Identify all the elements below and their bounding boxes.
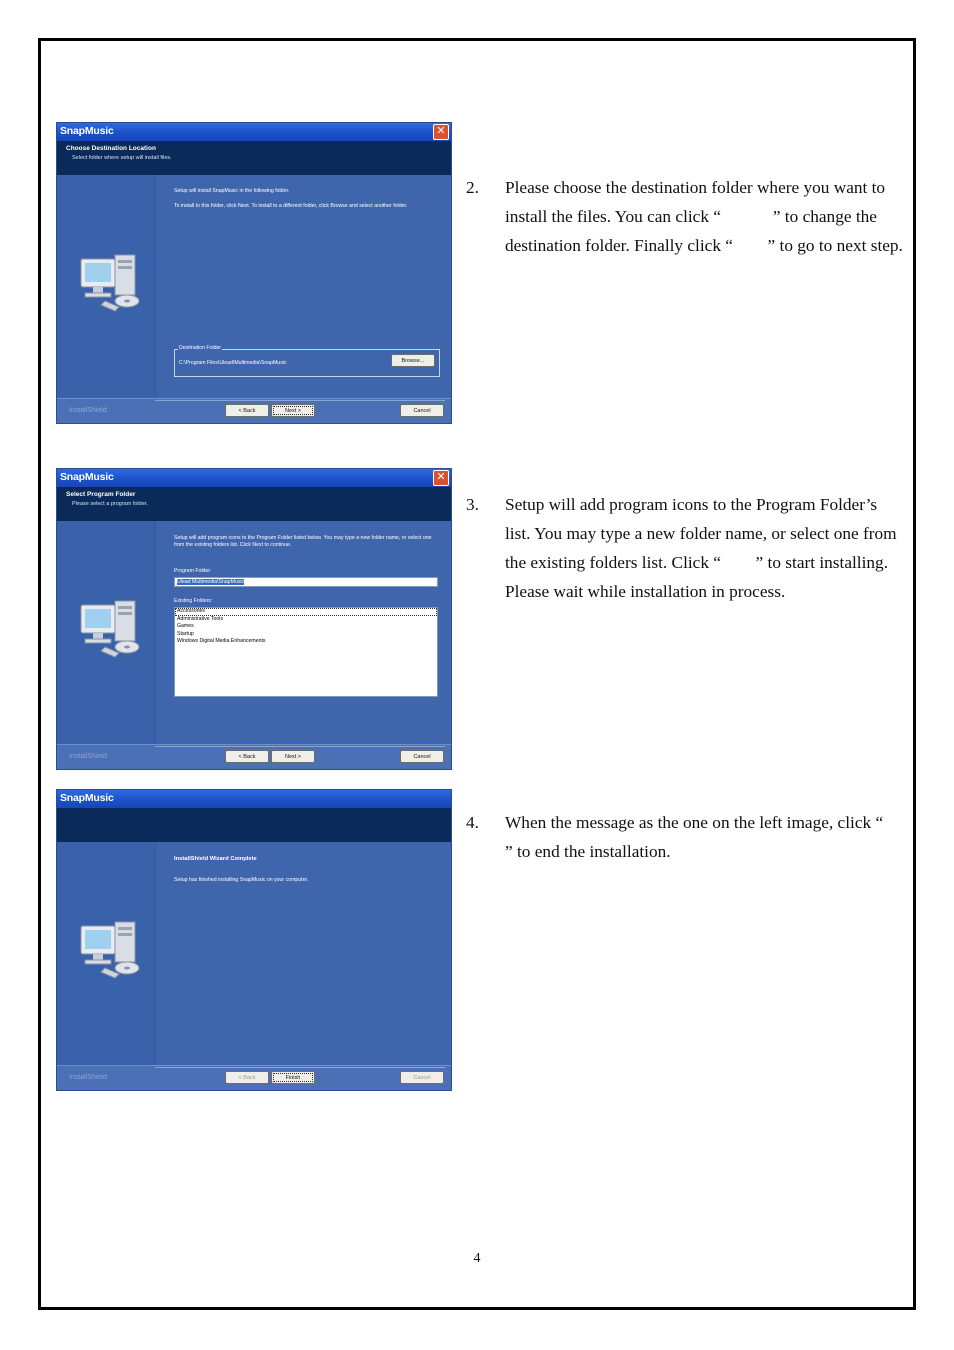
- title-bar[interactable]: [57, 790, 451, 808]
- installshield-brand: InstallShield: [69, 1074, 107, 1081]
- step-text: Setup will add program icons to the Program Folder’s list. You may type a new folder name, or select one from the existing folders list. Click “ ” to start installing. Please wait while installation in process.: [505, 495, 901, 601]
- step-text: When the message as the one on the left image, click “ ” to end the installation.: [505, 813, 931, 861]
- cancel-button[interactable]: Cancel: [400, 404, 444, 417]
- step-number: 4.: [466, 813, 479, 832]
- wizard-footer: [57, 398, 451, 423]
- wizard-header: [57, 808, 451, 842]
- close-icon[interactable]: ✕: [433, 124, 449, 140]
- next-button[interactable]: Next >: [271, 750, 315, 763]
- window-title: SnapMusic: [60, 792, 114, 804]
- destination-folder-label: Destination Folder: [179, 345, 222, 351]
- destination-path: C:\Program Files\Ulead\Multimedia\SnapMusic: [179, 360, 287, 366]
- wizard-body: [156, 175, 451, 399]
- program-folder-label: Program Folder:: [174, 568, 212, 574]
- step-3: [466, 490, 906, 640]
- wizard-side-panel: [57, 521, 156, 745]
- title-bar[interactable]: [57, 123, 451, 141]
- footer-divider: [155, 1067, 445, 1068]
- step-number: 3.: [466, 495, 479, 514]
- computer-icon: [75, 912, 145, 982]
- step-number: 2.: [466, 178, 479, 197]
- close-icon[interactable]: ✕: [433, 470, 449, 486]
- destination-folder-group: [174, 349, 440, 377]
- back-button[interactable]: < Back: [225, 750, 269, 763]
- installer-window-complete: [56, 789, 452, 1091]
- installer-window-program-folder: [56, 468, 452, 770]
- step-4: [466, 808, 931, 868]
- complete-text: Setup has finished installing SnapMusic on your computer.: [174, 877, 309, 883]
- program-folder-value: Ulead Multimedia\SnapMusic: [177, 579, 245, 585]
- wizard-body: [156, 521, 451, 745]
- wizard-header: [57, 141, 451, 175]
- list-item[interactable]: Windows Digital Media Enhancements: [177, 638, 266, 644]
- header-subtitle: Select folder where setup will install files.: [72, 155, 172, 161]
- header-title: Choose Destination Location: [66, 145, 156, 152]
- instruction-text: To install to this folder, click Next. To install to a different folder, click Browse and select another folder.: [174, 203, 408, 209]
- header-title: Select Program Folder: [66, 491, 136, 498]
- computer-icon: [75, 245, 145, 315]
- info-text: Setup will install SnapMusic in the following folder.: [174, 188, 290, 194]
- back-button: < Back: [225, 1071, 269, 1084]
- window-title: SnapMusic: [60, 471, 114, 483]
- complete-heading: InstallShield Wizard Complete: [174, 856, 257, 862]
- cancel-button[interactable]: Cancel: [400, 750, 444, 763]
- list-item[interactable]: Administrative Tools: [177, 615, 224, 622]
- step-text: Please choose the destination folder where you want to install the files. You can click “ ” to change the destination folder. Finally click “ ” to go to next step.: [505, 178, 903, 255]
- browse-button[interactable]: Browse...: [391, 354, 435, 367]
- window-title: SnapMusic: [60, 125, 114, 137]
- next-button[interactable]: Next >: [271, 404, 315, 417]
- wizard-side-panel: [57, 175, 156, 399]
- wizard-side-panel: [57, 842, 156, 1066]
- wizard-footer: [57, 744, 451, 769]
- back-button[interactable]: < Back: [225, 404, 269, 417]
- header-subtitle: Please select a program folder.: [72, 501, 148, 507]
- footer-divider: [155, 746, 445, 747]
- list-item[interactable]: Games: [177, 623, 194, 629]
- wizard-header: [57, 487, 451, 521]
- finish-button[interactable]: Finish: [271, 1071, 315, 1084]
- list-item[interactable]: Accessories: [175, 608, 437, 616]
- installshield-brand: InstallShield: [69, 753, 107, 760]
- footer-divider: [155, 400, 445, 401]
- installer-window-destination: [56, 122, 452, 424]
- installshield-brand: InstallShield: [69, 407, 107, 414]
- wizard-footer: [57, 1065, 451, 1090]
- page-number: 4: [473, 1251, 481, 1266]
- cancel-button: Cancel: [400, 1071, 444, 1084]
- existing-folders-list[interactable]: [174, 607, 438, 697]
- info-text: Setup will add program icons to the Program Folder listed below. You may type a new folder name, or select one from the existing folders list. Click Next to continue.: [174, 535, 432, 548]
- wizard-body: [156, 842, 451, 1066]
- existing-folders-label: Existing Folders:: [174, 598, 213, 604]
- list-item[interactable]: Startup: [177, 630, 194, 637]
- computer-icon: [75, 591, 145, 661]
- step-2: [466, 173, 906, 293]
- title-bar[interactable]: [57, 469, 451, 487]
- program-folder-input[interactable]: [174, 577, 438, 587]
